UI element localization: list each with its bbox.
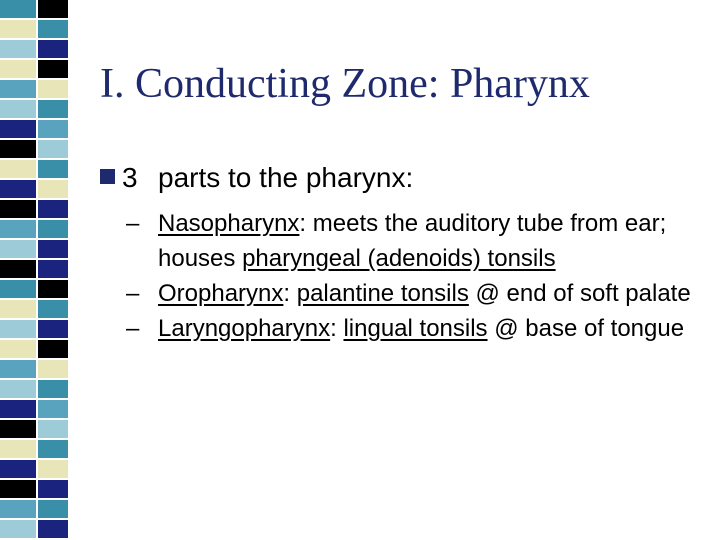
stripe-tile <box>0 160 36 178</box>
stripe-tile <box>38 0 68 18</box>
stripe-tile <box>0 40 36 58</box>
stripe-tile <box>0 200 36 218</box>
stripe-tile <box>38 260 68 278</box>
stripe-tile <box>0 360 36 378</box>
stripe-tile <box>0 320 36 338</box>
stripe-tile <box>38 400 68 418</box>
stripe-tile <box>38 200 68 218</box>
stripe-tile <box>0 220 36 238</box>
stripe-tile <box>38 20 68 38</box>
sub-item-list <box>100 206 710 346</box>
stripe-tile <box>38 320 68 338</box>
stripe-tile <box>0 300 36 318</box>
stripe-tile <box>38 240 68 258</box>
stripe-tile <box>38 420 68 438</box>
stripe-tile <box>0 280 36 298</box>
stripe-tile <box>38 160 68 178</box>
term-description: : meets the auditory tube from ear; houses <box>158 210 667 272</box>
stripe-tile <box>0 340 36 358</box>
stripe-tile <box>38 280 68 298</box>
stripe-tile <box>38 40 68 58</box>
slide-title: I. Conducting Zone: Pharynx <box>100 61 590 107</box>
term: Oropharynx <box>158 280 284 307</box>
term-tail: @ base of tongue <box>487 315 685 342</box>
term: Nasopharynx <box>158 210 300 237</box>
stripe-tile <box>0 380 36 398</box>
sub-item <box>100 206 710 276</box>
tonsil-term: lingual tonsils <box>343 315 488 342</box>
stripe-tile <box>38 120 68 138</box>
stripe-tile <box>0 520 36 538</box>
term: Laryngopharynx <box>158 315 331 342</box>
bullet-text: parts to the pharynx: <box>158 162 414 193</box>
stripe-tile <box>0 260 36 278</box>
stripe-tile <box>38 480 68 498</box>
tonsil-term: pharyngeal (adenoids) tonsils <box>242 245 556 272</box>
stripe-tile <box>0 80 36 98</box>
stripe-tile <box>0 420 36 438</box>
stripe-tile <box>0 0 36 18</box>
stripe-tile <box>38 460 68 478</box>
stripe-tile <box>0 480 36 498</box>
bullet-item <box>100 160 710 196</box>
stripe-tile <box>38 60 68 78</box>
stripe-tile <box>38 500 68 518</box>
stripe-tile <box>38 340 68 358</box>
dash-marker: – <box>126 280 140 307</box>
stripe-tile <box>0 240 36 258</box>
stripe-tile <box>0 100 36 118</box>
bullet-marker: 3 <box>122 162 138 193</box>
decorative-stripe <box>0 0 70 540</box>
stripe-tile <box>38 300 68 318</box>
stripe-tile <box>38 380 68 398</box>
stripe-tile <box>0 460 36 478</box>
stripe-tile <box>38 180 68 198</box>
term-description: : <box>283 280 297 307</box>
stripe-tile <box>0 440 36 458</box>
stripe-tile <box>0 140 36 158</box>
tonsil-term: palantine tonsils <box>296 280 469 307</box>
dash-marker: – <box>126 315 140 342</box>
stripe-tile <box>38 440 68 458</box>
stripe-tile <box>0 400 36 418</box>
term-description: : <box>330 315 344 342</box>
stripe-tile <box>38 100 68 118</box>
stripe-tile <box>38 140 68 158</box>
square-bullet-icon <box>100 169 115 184</box>
stripe-tile <box>38 360 68 378</box>
stripe-tile <box>0 180 36 198</box>
stripe-tile <box>0 20 36 38</box>
term-tail: @ end of soft palate <box>468 280 691 307</box>
sub-item <box>100 276 710 311</box>
dash-marker: – <box>126 210 140 237</box>
stripe-tile <box>38 80 68 98</box>
stripe-tile <box>38 520 68 538</box>
stripe-tile <box>0 120 36 138</box>
stripe-tile <box>0 500 36 518</box>
slide-body <box>100 160 710 346</box>
stripe-tile <box>38 220 68 238</box>
stripe-tile <box>0 60 36 78</box>
sub-item <box>100 311 710 346</box>
